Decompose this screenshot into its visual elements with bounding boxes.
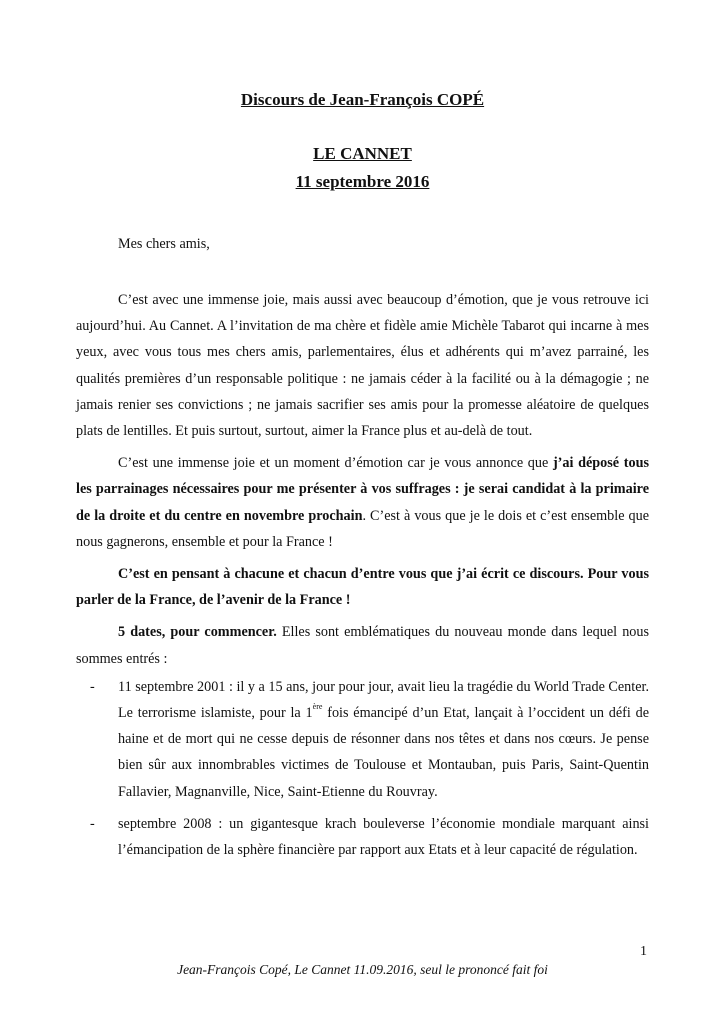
document-date: 11 septembre 2016 xyxy=(295,172,430,191)
paragraph-4 xyxy=(76,619,649,671)
document-title: Discours de Jean-François COPÉ xyxy=(240,90,485,109)
speech-body xyxy=(76,287,649,869)
paragraph-4-text: Elles sont emblématiques du nouveau monde dans lequel nous sommes entrés : xyxy=(76,624,649,667)
dates-list xyxy=(76,674,649,863)
paragraph-2-end: . C’est à vous que je le dois et c’est ensemble que nous gagnerons, ensemble et pour la France ! xyxy=(76,507,649,550)
paragraph-2-text: C’est une immense joie et un moment d’émotion car je vous annonce que xyxy=(118,455,553,472)
list-dash: - xyxy=(90,678,95,695)
greeting-block xyxy=(76,231,649,257)
list-dash: - xyxy=(90,815,95,832)
list-item xyxy=(76,674,649,805)
list-item-1-text: 11 septembre 2001 : il y a 15 ans, jour pour jour, avait lieu la tragédie du World Trade Center. Le terrorisme islamiste, pour la 1 xyxy=(118,678,649,722)
paragraph-3 xyxy=(76,561,649,613)
paragraph-2-announcement: j’ai déposé tous les parrainages nécessaires pour me présenter à vos suffrages : je serai candidat à la primaire de la droite et du centre en novembre prochain xyxy=(76,455,649,524)
document-location: LE CANNET xyxy=(313,144,412,163)
superscript-ere: ère xyxy=(312,702,323,712)
paragraph-2 xyxy=(76,450,649,555)
footer-text: Jean-François Copé, Le Cannet 11.09.2016, seul le prononcé fait foi xyxy=(177,962,548,977)
list-item-1-text-end: fois émancipé d’un Etat, lançait à l’occident un défi de haine et de mort qui ne cesse depuis de résonner dans nos têtes et dans nos cœurs. Je pense bien sûr aux innombrables victimes de Toulouse et Montauban, puis Paris, Saint-Quentin Fallavier, Magnanville, Nice, Saint-Etienne du Rouvray. xyxy=(118,705,649,800)
paragraph-3-text: C’est en pensant à chacune et chacun d’entre vous que j’ai écrit ce discours. Pour vous parler de la France, de l’avenir de la France ! xyxy=(76,566,649,609)
greeting: Mes chers amis, xyxy=(118,236,210,252)
list-item xyxy=(76,811,649,863)
list-item-2-text: septembre 2008 : un gigantesque krach bouleverse l’économie mondiale marquant ainsi l’émancipation de la sphère financière par rapport aux Etats et à leur capacité de régulation. xyxy=(118,815,649,859)
page-number: 1 xyxy=(640,944,647,959)
paragraph-1: C’est avec une immense joie, mais aussi avec beaucoup d’émotion, que je vous retrouve ici aujourd’hui. Au Cannet. A l’invitation de ma chère et fidèle amie Michèle Tabarot qui incarne à mes yeux, avec vous tous mes chers amis, parlementaires, élus et adhérents qui m’avez parrainé, les qualités premières d’un responsable politique : ne jamais céder à la facilité ou à la démagogie ; ne jamais renier ses convictions ; ne jamais sacrifier ses amis pour la promesse aléatoire de quelques plats de lentilles. Et puis surtout, surtout, aimer la France plus et au-delà de tout. xyxy=(76,292,649,440)
paragraph-4-lead: 5 dates, pour commencer. xyxy=(118,624,277,641)
